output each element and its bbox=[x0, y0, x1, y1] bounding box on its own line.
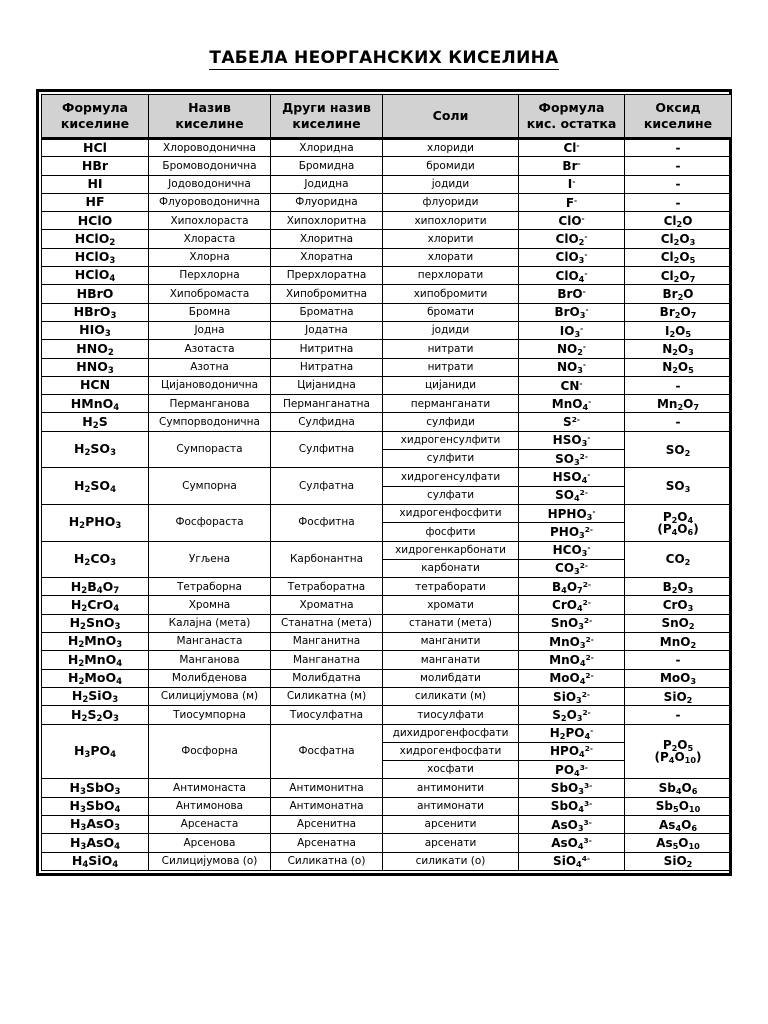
salt-name-cell: јодиди bbox=[383, 175, 519, 193]
table-row bbox=[42, 395, 732, 413]
acid-residue-cell: $HCO_3^-$ bbox=[519, 541, 625, 559]
acid-oxide-cell: - bbox=[625, 157, 732, 175]
table-row bbox=[42, 321, 732, 339]
table-row bbox=[42, 504, 732, 522]
acid-other-name-cell: Силикатна (м) bbox=[271, 687, 383, 705]
acid-oxide-cell: - bbox=[625, 139, 732, 157]
acid-formula-cell: HCl bbox=[42, 139, 149, 157]
acid-oxide-cell: $Cl_2O_7$ bbox=[625, 267, 732, 285]
salt-name-cell: арсенати bbox=[383, 834, 519, 852]
acid-formula-cell: $HIO_3$ bbox=[42, 321, 149, 339]
acid-other-name-cell: Хипохлоритна bbox=[271, 212, 383, 230]
acid-name-cell: Азотна bbox=[149, 358, 271, 376]
acid-name-cell: Антимонова bbox=[149, 797, 271, 815]
acid-residue-cell: $S_2O_3^{2-}$ bbox=[519, 706, 625, 724]
acid-name-cell: Тетраборна bbox=[149, 578, 271, 596]
table-row bbox=[42, 413, 732, 431]
acid-other-name-cell: Нитратна bbox=[271, 358, 383, 376]
acid-name-cell: Сумпорна bbox=[149, 468, 271, 505]
table-row bbox=[42, 779, 732, 797]
acid-other-name-cell: Силикатна (о) bbox=[271, 852, 383, 870]
acid-name-cell: Цијановодонична bbox=[149, 376, 271, 394]
acid-other-name-cell: Тиосулфатна bbox=[271, 706, 383, 724]
acid-residue-cell: $HSO_3^-$ bbox=[519, 431, 625, 449]
acid-oxide-cell: - bbox=[625, 175, 732, 193]
acid-name-cell: Перманганова bbox=[149, 395, 271, 413]
acid-oxide-cell: $SO_3$ bbox=[625, 468, 732, 505]
salt-name-cell: јодиди bbox=[383, 321, 519, 339]
acid-formula-cell: $H_2SO_4$ bbox=[42, 468, 149, 505]
acid-residue-cell: MnO$_4$- bbox=[519, 395, 625, 413]
salt-name-cell: тиосулфати bbox=[383, 706, 519, 724]
table-row bbox=[42, 815, 732, 833]
table-row bbox=[42, 212, 732, 230]
acid-oxide-cell: $Cl_2O_5$ bbox=[625, 248, 732, 266]
table-row bbox=[42, 852, 732, 870]
salt-name-cell: нитрати bbox=[383, 358, 519, 376]
acid-oxide-cell: $N_2O_3$ bbox=[625, 340, 732, 358]
table-row bbox=[42, 614, 732, 632]
salt-name-cell: цијаниди bbox=[383, 376, 519, 394]
salt-name-cell: бромиди bbox=[383, 157, 519, 175]
acid-residue-cell: $SO_3^{2-}$ bbox=[519, 450, 625, 468]
salt-name-cell: фосфити bbox=[383, 523, 519, 541]
salt-name-cell: хлорати bbox=[383, 248, 519, 266]
acid-oxide-cell: $Br_2O_7$ bbox=[625, 303, 732, 321]
acid-other-name-cell: Фосфатна bbox=[271, 724, 383, 779]
acid-formula-cell: $H_2CO_3$ bbox=[42, 541, 149, 578]
acid-oxide-cell: $P_2O_5$ $(P_4O_{10})$ bbox=[625, 724, 732, 779]
acid-residue-cell: $HPHO_3^-$ bbox=[519, 504, 625, 522]
acid-other-name-cell: Јодатна bbox=[271, 321, 383, 339]
acid-oxide-cell: $Sb_5O_{10}$ bbox=[625, 797, 732, 815]
acid-residue-cell: Br- bbox=[519, 157, 625, 175]
salt-name-cell: антимонати bbox=[383, 797, 519, 815]
acid-residue-cell: $NO_2^-$ bbox=[519, 340, 625, 358]
acid-other-name-cell: Нитритна bbox=[271, 340, 383, 358]
salt-name-cell: силикати (м) bbox=[383, 687, 519, 705]
acid-oxide-cell: SiO$_2$ bbox=[625, 687, 732, 705]
acid-name-cell: Хипохлораста bbox=[149, 212, 271, 230]
acid-other-name-cell: Флуоридна bbox=[271, 193, 383, 211]
acid-formula-cell: HClO bbox=[42, 212, 149, 230]
salt-name-cell: дихидрогенфосфати bbox=[383, 724, 519, 742]
acid-formula-cell: $H_3SbO_3$ bbox=[42, 779, 149, 797]
salt-name-cell: хосфати bbox=[383, 761, 519, 779]
acid-formula-cell: HF bbox=[42, 193, 149, 211]
acid-other-name-cell: Хипобромитна bbox=[271, 285, 383, 303]
table-header-row bbox=[42, 95, 732, 139]
salt-name-cell: бромати bbox=[383, 303, 519, 321]
acid-residue-cell: CN- bbox=[519, 376, 625, 394]
acid-oxide-cell: $As_5O_{10}$ bbox=[625, 834, 732, 852]
acid-formula-cell: $HNO_2$ bbox=[42, 340, 149, 358]
acid-residue-cell: $PO_4^{3-}$ bbox=[519, 761, 625, 779]
table-row bbox=[42, 541, 732, 559]
acid-residue-cell: SiO$_4^{4-}$ bbox=[519, 852, 625, 870]
acid-other-name-cell: Сулфидна bbox=[271, 413, 383, 431]
acid-residue-cell: CrO$_4^{2-}$ bbox=[519, 596, 625, 614]
acid-name-cell: Јодоводонична bbox=[149, 175, 271, 193]
acid-formula-cell: $H_2B_4O_7$ bbox=[42, 578, 149, 596]
acid-name-cell: Хлороводонична bbox=[149, 139, 271, 157]
table-row bbox=[42, 376, 732, 394]
salt-name-cell: хидрогенкарбонати bbox=[383, 541, 519, 559]
table-row bbox=[42, 358, 732, 376]
salt-name-cell: хидрогенсулфати bbox=[383, 468, 519, 486]
acid-residue-cell: $B_4O_7^{2-}$ bbox=[519, 578, 625, 596]
acid-residue-cell: $HPO_4^{2-}$ bbox=[519, 742, 625, 760]
acid-formula-cell: $H_3AsO_3$ bbox=[42, 815, 149, 833]
acid-residue-cell: $PHO_3^{2-}$ bbox=[519, 523, 625, 541]
acid-residue-cell: SbO$_4^{3-}$ bbox=[519, 797, 625, 815]
table-row bbox=[42, 267, 732, 285]
acid-other-name-cell: Антимонатна bbox=[271, 797, 383, 815]
table-row bbox=[42, 340, 732, 358]
acid-oxide-cell: SiO$_2$ bbox=[625, 852, 732, 870]
acid-formula-cell: HBr bbox=[42, 157, 149, 175]
salt-name-cell: хромати bbox=[383, 596, 519, 614]
acid-formula-cell: HClO$_4$ bbox=[42, 267, 149, 285]
table-row bbox=[42, 724, 732, 742]
acid-formula-cell: $HNO_3$ bbox=[42, 358, 149, 376]
acid-residue-cell: BrO- bbox=[519, 285, 625, 303]
salt-name-cell: молибдати bbox=[383, 669, 519, 687]
acid-name-cell: Манганаста bbox=[149, 633, 271, 651]
table-row bbox=[42, 303, 732, 321]
acid-oxide-cell: $As_4O_6$ bbox=[625, 815, 732, 833]
acid-residue-cell: $SO_4^{2-}$ bbox=[519, 486, 625, 504]
acid-oxide-cell: CrO$_3$ bbox=[625, 596, 732, 614]
table-row bbox=[42, 248, 732, 266]
table-row bbox=[42, 633, 732, 651]
acid-formula-cell: $H_2CrO_4$ bbox=[42, 596, 149, 614]
acid-formula-cell: HBrO$_3$ bbox=[42, 303, 149, 321]
acid-other-name-cell: Перманганатна bbox=[271, 395, 383, 413]
acid-formula-cell: $H_2SO_3$ bbox=[42, 431, 149, 468]
table-row bbox=[42, 797, 732, 815]
table-row bbox=[42, 578, 732, 596]
acid-other-name-cell: Броматна bbox=[271, 303, 383, 321]
salt-name-cell: хидрогенсулфити bbox=[383, 431, 519, 449]
acid-formula-cell: $H_2PHO_3$ bbox=[42, 504, 149, 541]
acid-oxide-cell: $P_2O_4$ $(P_4O_6)$ bbox=[625, 504, 732, 541]
acid-other-name-cell: Цијанидна bbox=[271, 376, 383, 394]
acid-oxide-cell: MnO$_2$ bbox=[625, 633, 732, 651]
table-row bbox=[42, 193, 732, 211]
salt-name-cell: тетраборати bbox=[383, 578, 519, 596]
table-row bbox=[42, 651, 732, 669]
acid-residue-cell: ClO$_2$- bbox=[519, 230, 625, 248]
acid-name-cell: Фосфорна bbox=[149, 724, 271, 779]
acid-formula-cell: HCN bbox=[42, 376, 149, 394]
acid-other-name-cell: Хлоратна bbox=[271, 248, 383, 266]
page-title bbox=[0, 48, 768, 68]
acid-formula-cell: $H_2SnO_3$ bbox=[42, 614, 149, 632]
table-row bbox=[42, 834, 732, 852]
acid-other-name-cell: Хлоритна bbox=[271, 230, 383, 248]
acid-oxide-cell: $I_2O_5$ bbox=[625, 321, 732, 339]
acid-residue-cell: ClO$_4$- bbox=[519, 267, 625, 285]
acid-other-name-cell: Хлоридна bbox=[271, 139, 383, 157]
salt-name-cell: хипобромити bbox=[383, 285, 519, 303]
acid-name-cell: Бромна bbox=[149, 303, 271, 321]
acid-formula-cell: HClO$_2$ bbox=[42, 230, 149, 248]
acid-residue-cell: I- bbox=[519, 175, 625, 193]
acid-name-cell: Молибденова bbox=[149, 669, 271, 687]
table-row bbox=[42, 157, 732, 175]
acid-other-name-cell: Манганитна bbox=[271, 633, 383, 651]
acid-oxide-cell: $B_2O_3$ bbox=[625, 578, 732, 596]
acid-other-name-cell: Антимонитна bbox=[271, 779, 383, 797]
salt-name-cell: силикати (о) bbox=[383, 852, 519, 870]
acid-name-cell: Антимонаста bbox=[149, 779, 271, 797]
header-formula: Формула киселине bbox=[42, 95, 149, 139]
acid-oxide-cell: - bbox=[625, 193, 732, 211]
salt-name-cell: сулфити bbox=[383, 450, 519, 468]
acid-oxide-cell: $Sb_4O_6$ bbox=[625, 779, 732, 797]
acid-formula-cell: $H_2SiO_3$ bbox=[42, 687, 149, 705]
acid-residue-cell: AsO$_3^{3-}$ bbox=[519, 815, 625, 833]
salt-name-cell: перхлорати bbox=[383, 267, 519, 285]
acid-other-name-cell: Фосфитна bbox=[271, 504, 383, 541]
acid-name-cell: Силицијумова (м) bbox=[149, 687, 271, 705]
acid-other-name-cell: Хроматна bbox=[271, 596, 383, 614]
acid-residue-cell: MoO$_4^{2-}$ bbox=[519, 669, 625, 687]
acid-other-name-cell: Сулфитна bbox=[271, 431, 383, 468]
table-row bbox=[42, 230, 732, 248]
table-row bbox=[42, 431, 732, 449]
salt-name-cell: хипохлорити bbox=[383, 212, 519, 230]
acid-name-cell: Манганова bbox=[149, 651, 271, 669]
salt-name-cell: станати (мета) bbox=[383, 614, 519, 632]
acid-residue-cell: AsO$_4^{3-}$ bbox=[519, 834, 625, 852]
acid-residue-cell: BrO$_3$- bbox=[519, 303, 625, 321]
acid-name-cell: Арсенова bbox=[149, 834, 271, 852]
acid-other-name-cell: Арсенитна bbox=[271, 815, 383, 833]
acid-name-cell: Сумпорводонична bbox=[149, 413, 271, 431]
acid-formula-cell: $H_2MnO_4$ bbox=[42, 651, 149, 669]
acid-other-name-cell: Бромидна bbox=[271, 157, 383, 175]
acid-residue-cell: $H_2PO_4^-$ bbox=[519, 724, 625, 742]
table-row bbox=[42, 175, 732, 193]
acid-oxide-cell: - bbox=[625, 651, 732, 669]
table-body bbox=[42, 139, 732, 871]
salt-name-cell: сулфиди bbox=[383, 413, 519, 431]
acid-oxide-cell: $SO_2$ bbox=[625, 431, 732, 468]
acid-name-cell: Тиосумпорна bbox=[149, 706, 271, 724]
table-row bbox=[42, 669, 732, 687]
acid-oxide-cell: - bbox=[625, 706, 732, 724]
acid-other-name-cell: Карбонантна bbox=[271, 541, 383, 578]
table-row bbox=[42, 596, 732, 614]
acids-table-frame bbox=[36, 89, 732, 876]
acid-name-cell: Хипобромаста bbox=[149, 285, 271, 303]
acid-residue-cell: $IO_3^-$ bbox=[519, 321, 625, 339]
acid-other-name-cell: Прерхлоратна bbox=[271, 267, 383, 285]
salt-name-cell: перманганати bbox=[383, 395, 519, 413]
acid-name-cell: Хлораста bbox=[149, 230, 271, 248]
acid-name-cell: Азотаста bbox=[149, 340, 271, 358]
acid-other-name-cell: Арсенатна bbox=[271, 834, 383, 852]
acid-oxide-cell: - bbox=[625, 413, 732, 431]
header-residue: Формула кис. остатка bbox=[519, 95, 625, 139]
acid-residue-cell: Cl- bbox=[519, 139, 625, 157]
acid-oxide-cell: $Mn_2O_7$ bbox=[625, 395, 732, 413]
salt-name-cell: хидрогенфосфити bbox=[383, 504, 519, 522]
salt-name-cell: флуориди bbox=[383, 193, 519, 211]
acid-name-cell: Бромоводонична bbox=[149, 157, 271, 175]
header-other-name: Други назив киселине bbox=[271, 95, 383, 139]
acid-residue-cell: $CO_3^{2-}$ bbox=[519, 559, 625, 577]
acid-name-cell: Хлорна bbox=[149, 248, 271, 266]
acid-residue-cell: SnO$_3^{2-}$ bbox=[519, 614, 625, 632]
acid-name-cell: Перхлорна bbox=[149, 267, 271, 285]
salt-name-cell: нитрати bbox=[383, 340, 519, 358]
acid-name-cell: Калајна (мета) bbox=[149, 614, 271, 632]
header-name: Назив киселине bbox=[149, 95, 271, 139]
salt-name-cell: манганати bbox=[383, 651, 519, 669]
acid-name-cell: Јодна bbox=[149, 321, 271, 339]
acid-residue-cell: SbO$_3^{3-}$ bbox=[519, 779, 625, 797]
table-row bbox=[42, 706, 732, 724]
acid-formula-cell: $H_2S_2O_3$ bbox=[42, 706, 149, 724]
acid-other-name-cell: Сулфатна bbox=[271, 468, 383, 505]
acid-other-name-cell: Молибдатна bbox=[271, 669, 383, 687]
acid-formula-cell: $H_2S$ bbox=[42, 413, 149, 431]
acid-formula-cell: $H_2MnO_3$ bbox=[42, 633, 149, 651]
acid-name-cell: Сумпораста bbox=[149, 431, 271, 468]
acid-residue-cell: ClO$_3$- bbox=[519, 248, 625, 266]
acid-name-cell: Силицијумова (о) bbox=[149, 852, 271, 870]
acid-formula-cell: HBrO bbox=[42, 285, 149, 303]
acid-other-name-cell: Тетраборатна bbox=[271, 578, 383, 596]
salt-name-cell: сулфати bbox=[383, 486, 519, 504]
acid-residue-cell: $HSO_4^-$ bbox=[519, 468, 625, 486]
salt-name-cell: манганити bbox=[383, 633, 519, 651]
acid-residue-cell: SiO$_3^{2-}$ bbox=[519, 687, 625, 705]
acid-name-cell: Флуороводонична bbox=[149, 193, 271, 211]
acid-residue-cell: F- bbox=[519, 193, 625, 211]
acid-residue-cell: MnO$_4^{2-}$ bbox=[519, 651, 625, 669]
salt-name-cell: хлорити bbox=[383, 230, 519, 248]
acid-formula-cell: $H_3AsO_4$ bbox=[42, 834, 149, 852]
salt-name-cell: хидрогенфосфати bbox=[383, 742, 519, 760]
salt-name-cell: карбонати bbox=[383, 559, 519, 577]
acid-name-cell: Арсенаста bbox=[149, 815, 271, 833]
acid-formula-cell: $H_3SbO_4$ bbox=[42, 797, 149, 815]
acid-residue-cell: ClO- bbox=[519, 212, 625, 230]
acid-formula-cell: HMnO$_4$ bbox=[42, 395, 149, 413]
acid-other-name-cell: Манганатна bbox=[271, 651, 383, 669]
table-row bbox=[42, 687, 732, 705]
acid-residue-cell: $S^{2-}$ bbox=[519, 413, 625, 431]
acid-formula-cell: $H_3PO_4$ bbox=[42, 724, 149, 779]
acid-oxide-cell: $Br_2O$ bbox=[625, 285, 732, 303]
acid-oxide-cell: $CO_2$ bbox=[625, 541, 732, 578]
acid-oxide-cell: $Cl_2O$ bbox=[625, 212, 732, 230]
table-row bbox=[42, 468, 732, 486]
acid-oxide-cell: SnO$_2$ bbox=[625, 614, 732, 632]
acid-other-name-cell: Јодидна bbox=[271, 175, 383, 193]
header-salts: Соли bbox=[383, 95, 519, 139]
acid-formula-cell: $H_4SiO_4$ bbox=[42, 852, 149, 870]
acid-oxide-cell: MoO$_3$ bbox=[625, 669, 732, 687]
acid-name-cell: Хромна bbox=[149, 596, 271, 614]
table-row bbox=[42, 139, 732, 157]
acids-table bbox=[41, 94, 732, 871]
acid-other-name-cell: Станатна (мета) bbox=[271, 614, 383, 632]
acid-residue-cell: MnO$_3^{2-}$ bbox=[519, 633, 625, 651]
acid-name-cell: Фосфораста bbox=[149, 504, 271, 541]
acid-oxide-cell: $Cl_2O_3$ bbox=[625, 230, 732, 248]
header-oxide: Оксид киселине bbox=[625, 95, 732, 139]
acid-oxide-cell: - bbox=[625, 376, 732, 394]
acid-formula-cell: HI bbox=[42, 175, 149, 193]
acid-formula-cell: HClO$_3$ bbox=[42, 248, 149, 266]
salt-name-cell: хлориди bbox=[383, 139, 519, 157]
salt-name-cell: арсенити bbox=[383, 815, 519, 833]
salt-name-cell: антимонити bbox=[383, 779, 519, 797]
acid-oxide-cell: $N_2O_5$ bbox=[625, 358, 732, 376]
acid-name-cell: Угљена bbox=[149, 541, 271, 578]
acid-residue-cell: $NO_3^-$ bbox=[519, 358, 625, 376]
table-row bbox=[42, 285, 732, 303]
acid-formula-cell: $H_2MoO_4$ bbox=[42, 669, 149, 687]
title-text: ТАБЕЛА НЕОРГАНСКИХ КИСЕЛИНА bbox=[209, 48, 559, 68]
